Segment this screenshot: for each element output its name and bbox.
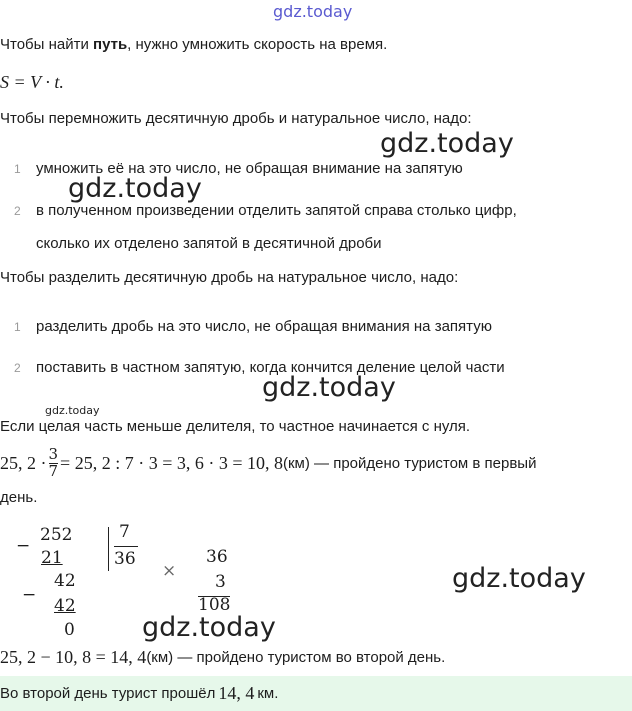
multiplier: 3 [215,572,226,592]
formula-s-vt: S = V · t. [0,72,64,92]
final-remainder: 0 [64,620,75,640]
paragraph-multiply-rule: Чтобы перемножить десятичную дробь и натуральное число, надо: [0,110,472,127]
list-item-text: поставить в частном запятую, когда кончится деление целой части [36,359,505,376]
watermark: gdz.today [380,128,514,159]
eq2-expr: 25, 2 − 10, 8 = 14, 4 [0,647,147,667]
list-item [14,318,492,335]
paragraph-divide-rule: Чтобы разделить десятичную дробь на натуральное число, надо: [0,269,459,286]
list-number: 1 [14,320,21,334]
product: 108 [198,595,231,615]
divisor-underline [114,546,138,547]
list-item [14,359,505,376]
remainder: 42 [54,571,76,591]
watermark: gdz.today [68,173,202,204]
watermark-small: gdz.today [45,404,100,417]
minus-sign: − [16,536,31,556]
list-item [14,202,517,219]
answer-box [0,676,632,711]
subtrahend: 42 [54,596,76,616]
subtrahend: 21 [41,548,63,568]
list-item-text: разделить дробь на это число, не обращая внимания на запятую [36,318,492,335]
paragraph-zero-rule: Если целая часть меньше делителя, то частное начинается с нуля. [0,418,471,435]
eq2-text: (км) — пройдено туристом во второй день. [146,649,446,666]
division-bar [108,527,109,571]
eq1-text: (км) — пройдено туристом в первый [283,454,537,472]
fraction-3-7 [48,444,59,480]
list-number: 2 [14,361,21,375]
answer-text [0,683,278,704]
paragraph-path-rule [0,36,387,53]
equation-first-day [0,441,536,485]
list-item-text: в полученном произведении отделить запятой справа столько цифр, [36,202,517,219]
equation-continuation: день. [0,489,38,506]
watermark: gdz.today [452,563,586,594]
para1-bold: путь [93,36,128,53]
multiplicand: 36 [206,547,228,567]
watermark: gdz.today [142,612,276,643]
list-number: 1 [14,162,21,176]
para1-text-end: , нужно умножить скорость на время. [127,36,388,53]
watermark: gdz.today [262,372,396,403]
minus-sign: − [22,585,37,605]
answer-pre: Во второй день турист прошёл [0,685,216,702]
fraction-numerator: 3 [48,444,59,463]
divisor: 7 [119,522,130,542]
dividend: 252 [40,525,73,545]
para1-text: Чтобы найти [0,36,94,53]
eq1-part: 25, 2 · [0,452,47,473]
eq1-part: = 25, 2 : 7 · 3 = 3, 6 · 3 = 10, 8 [60,452,283,473]
answer-value: 14, 4 [218,683,255,703]
equation-second-day [0,647,445,668]
list-item-continuation: сколько их отделено запятой в десятичной дроби [36,235,382,252]
quotient: 36 [114,549,136,569]
watermark-top: gdz.today [273,2,353,21]
list-number: 2 [14,204,21,218]
times-sign: × [162,561,177,581]
answer-post: км. [257,685,279,702]
fraction-denominator: 7 [48,461,59,480]
list-item-text: умножить её на это число, не обращая внимание на запятую [36,160,463,177]
